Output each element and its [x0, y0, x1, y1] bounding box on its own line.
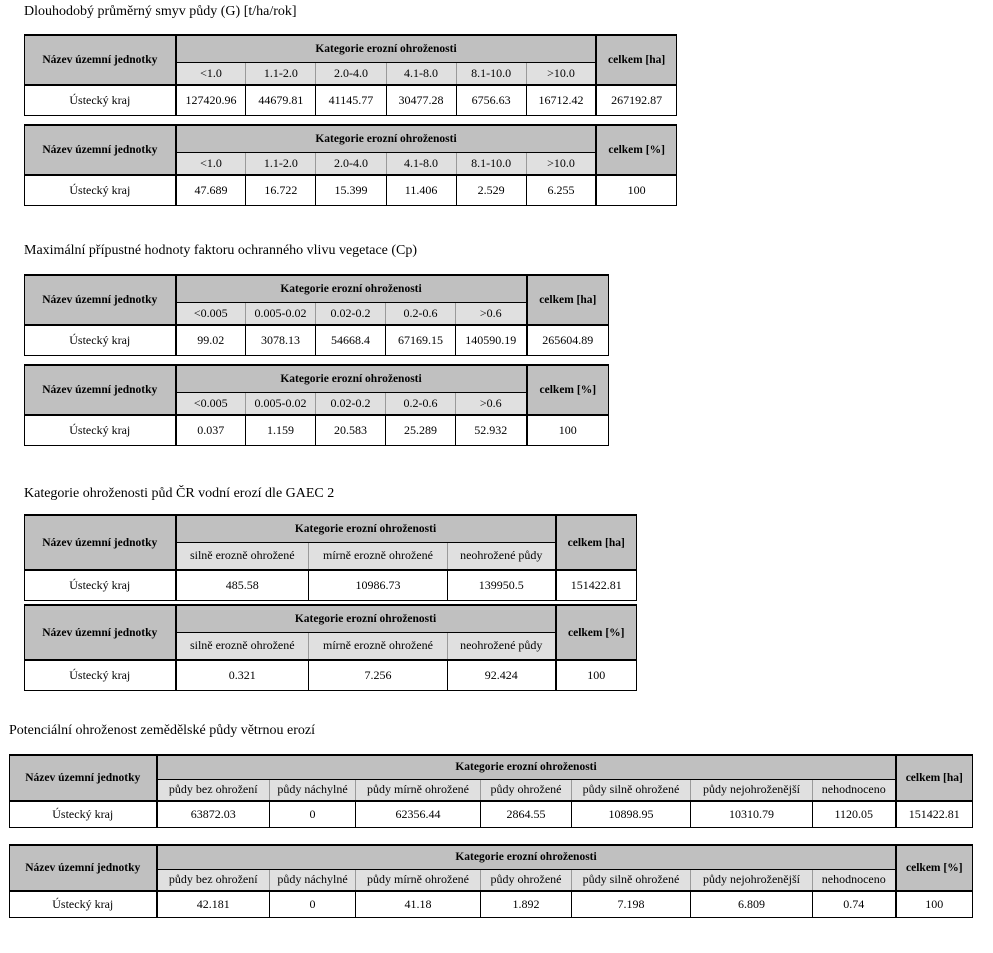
data-table: [9, 844, 973, 918]
cell-value: 0.74: [813, 891, 896, 917]
column-header: mírně erozně ohrožené: [309, 542, 448, 570]
total-value: 100: [896, 891, 973, 917]
table-row: [25, 570, 637, 600]
table-row: [25, 85, 677, 115]
column-header: půdy ohrožené: [481, 779, 572, 801]
column-header: půdy mírně ohrožené: [356, 779, 481, 801]
cell-value: 485.58: [176, 570, 309, 600]
cell-value: 92.424: [448, 660, 556, 690]
section-title: Potenciální ohroženost zemědělské půdy větrnou erozí: [9, 723, 315, 738]
data-table: [9, 754, 973, 828]
cell-value: 127420.96: [176, 85, 246, 115]
cell-value: 6.809: [691, 891, 813, 917]
category-header: Kategorie erozní ohroženosti: [157, 845, 896, 869]
column-header: 0.2-0.6: [386, 302, 456, 325]
row-label: Ústecký kraj: [10, 891, 157, 917]
cell-value: 1.159: [246, 415, 316, 445]
table-row: [25, 415, 609, 445]
column-header: půdy náchylné: [270, 869, 356, 891]
column-header: 2.0-4.0: [316, 62, 386, 85]
column-header: silně erozně ohrožené: [176, 542, 309, 570]
cell-value: 16.722: [246, 175, 316, 205]
column-header: půdy náchylné: [270, 779, 356, 801]
column-header: půdy bez ohrožení: [157, 779, 270, 801]
column-header: >0.6: [456, 302, 527, 325]
cell-value: 6756.63: [456, 85, 526, 115]
column-header: 1.1-2.0: [246, 152, 316, 175]
column-header: <1.0: [176, 62, 246, 85]
column-header: neohrožené půdy: [448, 632, 556, 660]
cell-value: 140590.19: [456, 325, 527, 355]
cell-value: 0: [270, 891, 356, 917]
column-header: nehodnoceno: [813, 869, 896, 891]
category-header: Kategorie erozní ohroženosti: [176, 605, 556, 632]
row-label: Ústecký kraj: [25, 570, 176, 600]
cell-value: 139950.5: [448, 570, 556, 600]
cell-value: 44679.81: [246, 85, 316, 115]
cell-value: 10898.95: [572, 801, 691, 827]
cell-value: 41145.77: [316, 85, 386, 115]
column-header: půdy silně ohrožené: [572, 779, 691, 801]
data-table: [24, 364, 609, 446]
name-header: Název územní jednotky: [25, 605, 176, 660]
row-label: Ústecký kraj: [25, 415, 176, 445]
cell-value: 15.399: [316, 175, 386, 205]
total-header: celkem [ha]: [556, 515, 637, 570]
name-header: Název územní jednotky: [25, 125, 176, 175]
row-label: Ústecký kraj: [10, 801, 157, 827]
cell-value: 63872.03: [157, 801, 270, 827]
cell-value: 10310.79: [691, 801, 813, 827]
column-header: půdy bez ohrožení: [157, 869, 270, 891]
column-header: neohrožené půdy: [448, 542, 556, 570]
cell-value: 1120.05: [813, 801, 896, 827]
row-label: Ústecký kraj: [25, 85, 176, 115]
total-value: 151422.81: [556, 570, 637, 600]
total-header: celkem [ha]: [596, 35, 676, 85]
table-row: [10, 891, 973, 917]
total-header: celkem [%]: [896, 845, 973, 891]
total-value: 100: [527, 415, 609, 445]
total-header: celkem [%]: [596, 125, 676, 175]
category-header: Kategorie erozní ohroženosti: [176, 35, 597, 62]
column-header: 0.005-0.02: [246, 302, 316, 325]
column-header: >10.0: [526, 62, 596, 85]
column-header: 4.1-8.0: [386, 62, 456, 85]
cell-value: 99.02: [176, 325, 246, 355]
cell-value: 0: [270, 801, 356, 827]
column-header: >0.6: [456, 392, 527, 415]
cell-value: 42.181: [157, 891, 270, 917]
cell-value: 7.256: [309, 660, 448, 690]
cell-value: 0.037: [176, 415, 246, 445]
column-header: půdy nejohroženější: [691, 869, 813, 891]
cell-value: 25.289: [386, 415, 456, 445]
column-header: <0.005: [176, 392, 246, 415]
column-header: půdy mírně ohrožené: [356, 869, 481, 891]
total-value: 267192.87: [596, 85, 676, 115]
column-header: <1.0: [176, 152, 246, 175]
column-header: 0.005-0.02: [246, 392, 316, 415]
column-header: >10.0: [526, 152, 596, 175]
total-value: 265604.89: [527, 325, 609, 355]
cell-value: 11.406: [386, 175, 456, 205]
cell-value: 3078.13: [246, 325, 316, 355]
cell-value: 6.255: [526, 175, 596, 205]
column-header: 8.1-10.0: [456, 62, 526, 85]
category-header: Kategorie erozní ohroženosti: [176, 125, 597, 152]
column-header: <0.005: [176, 302, 246, 325]
section-title: Dlouhodobý průměrný smyv půdy (G) [t/ha/rok]: [24, 4, 297, 19]
data-table: [24, 124, 677, 206]
table-row: [25, 175, 677, 205]
cell-value: 67169.15: [386, 325, 456, 355]
column-header: 8.1-10.0: [456, 152, 526, 175]
cell-value: 52.932: [456, 415, 527, 445]
column-header: 0.2-0.6: [386, 392, 456, 415]
column-header: půdy ohrožené: [481, 869, 572, 891]
data-table: [24, 604, 637, 691]
category-header: Kategorie erozní ohroženosti: [176, 515, 556, 542]
data-table: [24, 274, 609, 356]
total-value: 151422.81: [896, 801, 973, 827]
table-row: [25, 660, 637, 690]
category-header: Kategorie erozní ohroženosti: [157, 755, 896, 779]
total-header: celkem [%]: [556, 605, 637, 660]
column-header: nehodnoceno: [813, 779, 896, 801]
section-title: Kategorie ohroženosti půd ČR vodní erozí dle GAEC 2: [24, 486, 335, 501]
total-header: celkem [ha]: [527, 275, 609, 325]
cell-value: 54668.4: [316, 325, 386, 355]
total-value: 100: [596, 175, 676, 205]
total-value: 100: [556, 660, 637, 690]
column-header: 4.1-8.0: [386, 152, 456, 175]
total-header: celkem [ha]: [896, 755, 973, 801]
name-header: Název územní jednotky: [10, 755, 157, 801]
section-title: Maximální přípustné hodnoty faktoru ochranného vlivu vegetace (Cp): [24, 243, 418, 258]
cell-value: 2.529: [456, 175, 526, 205]
name-header: Název územní jednotky: [25, 275, 176, 325]
cell-value: 7.198: [572, 891, 691, 917]
row-label: Ústecký kraj: [25, 175, 176, 205]
name-header: Název územní jednotky: [25, 365, 176, 415]
total-header: celkem [%]: [527, 365, 609, 415]
data-table: [24, 514, 637, 601]
cell-value: 20.583: [316, 415, 386, 445]
cell-value: 2864.55: [481, 801, 572, 827]
column-header: 0.02-0.2: [316, 302, 386, 325]
row-label: Ústecký kraj: [25, 325, 176, 355]
cell-value: 0.321: [176, 660, 309, 690]
name-header: Název územní jednotky: [25, 515, 176, 570]
column-header: půdy silně ohrožené: [572, 869, 691, 891]
data-table: [24, 34, 677, 116]
column-header: 2.0-4.0: [316, 152, 386, 175]
column-header: půdy nejohroženější: [691, 779, 813, 801]
table-row: [10, 801, 973, 827]
cell-value: 10986.73: [309, 570, 448, 600]
row-label: Ústecký kraj: [25, 660, 176, 690]
name-header: Název územní jednotky: [25, 35, 176, 85]
cell-value: 16712.42: [526, 85, 596, 115]
cell-value: 47.689: [176, 175, 246, 205]
table-row: [25, 325, 609, 355]
cell-value: 1.892: [481, 891, 572, 917]
cell-value: 41.18: [356, 891, 481, 917]
column-header: silně erozně ohrožené: [176, 632, 309, 660]
category-header: Kategorie erozní ohroženosti: [176, 365, 527, 392]
column-header: 0.02-0.2: [316, 392, 386, 415]
cell-value: 30477.28: [386, 85, 456, 115]
name-header: Název územní jednotky: [10, 845, 157, 891]
column-header: 1.1-2.0: [246, 62, 316, 85]
cell-value: 62356.44: [356, 801, 481, 827]
category-header: Kategorie erozní ohroženosti: [176, 275, 527, 302]
column-header: mírně erozně ohrožené: [309, 632, 448, 660]
